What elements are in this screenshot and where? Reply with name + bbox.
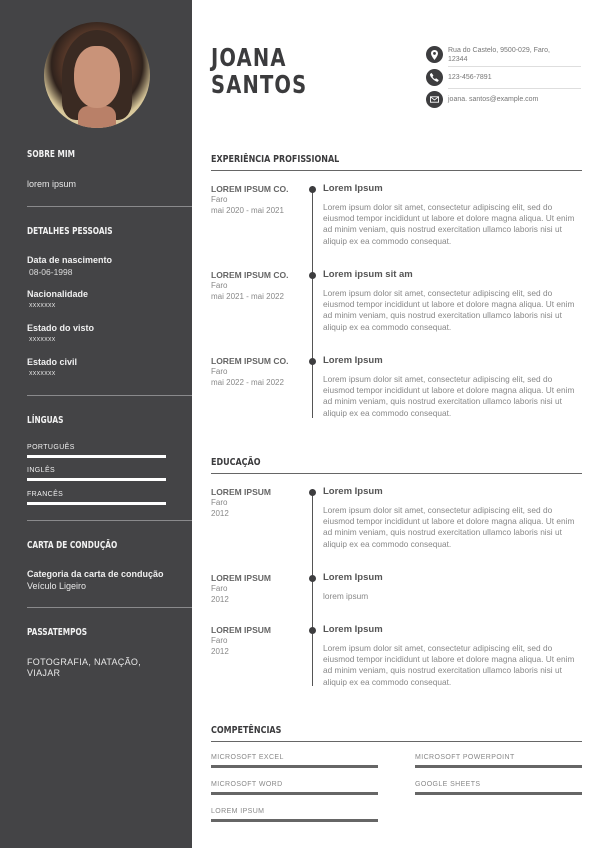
timeline-dot	[309, 575, 316, 582]
contact-address	[426, 46, 568, 64]
nationality-value: xxxxxxx	[29, 302, 56, 309]
section-rule	[211, 741, 582, 742]
sidebar-divider	[27, 395, 192, 396]
hobbies-line-1: FOTOGRAFIA, NATAÇÃO,	[27, 657, 142, 667]
phone-icon	[426, 69, 443, 86]
experience-location: Faro	[211, 281, 228, 290]
language-level-bar	[27, 502, 166, 505]
license-heading: CARTA DE CONDUÇÃO	[27, 540, 118, 551]
education-meta	[211, 583, 229, 605]
skill-label: GOOGLE SHEETS	[415, 781, 481, 788]
about-heading: SOBRE MIM	[27, 149, 75, 160]
timeline-dot	[309, 272, 316, 279]
education-org: LOREM IPSUM	[211, 573, 271, 583]
birthdate-label: Data de nascimento	[27, 255, 113, 265]
envelope-icon	[426, 91, 443, 108]
sidebar-divider	[27, 607, 192, 608]
skill-level-bar	[211, 819, 378, 822]
experience-location: Faro	[211, 367, 228, 376]
profile-photo	[44, 22, 150, 128]
email-text: joana. santos@example.com	[448, 96, 539, 103]
experience-description: Lorem ipsum dolor sit amet, consectetur adipiscing elit, sed do eiusmod tempor incididunt ut labore et dolore magna aliqua. Ut enim ad minim veniam, quis nostrud exercitation ullamco laboris nisi ut aliquip ex ea commodo consequat.	[323, 374, 575, 418]
education-location: Faro	[211, 636, 228, 645]
experience-dates: mai 2022 - mai 2022	[211, 378, 284, 387]
section-rule	[211, 170, 582, 171]
experience-org: LOREM IPSUM CO.	[211, 184, 289, 194]
education-year: 2012	[211, 509, 229, 518]
skill-label: MICROSOFT WORD	[211, 781, 283, 788]
education-year: 2012	[211, 595, 229, 604]
sidebar-divider	[27, 206, 192, 207]
hobbies-line-2: VIAJAR	[27, 668, 61, 678]
birthdate-value: 08-06-1998	[29, 267, 73, 277]
experience-org: LOREM IPSUM CO.	[211, 356, 289, 366]
address-text: Rua do Castelo, 9500-029, Faro, 12344	[448, 47, 550, 63]
education-title: Lorem Ipsum	[323, 624, 383, 635]
language-label: INGLÊS	[27, 467, 56, 474]
contact-email	[426, 91, 568, 108]
experience-meta	[211, 194, 284, 216]
education-year: 2012	[211, 647, 229, 656]
civil-status-label: Estado civil	[27, 357, 78, 367]
languages-heading: LÍNGUAS	[27, 415, 64, 426]
experience-heading: EXPERIÊNCIA PROFISSIONAL	[211, 154, 340, 165]
experience-org: LOREM IPSUM CO.	[211, 270, 289, 280]
skill-label: MICROSOFT POWERPOINT	[415, 754, 515, 761]
contact-divider	[448, 66, 581, 67]
license-category-value: Veículo Ligeiro	[27, 581, 87, 591]
education-location: Faro	[211, 498, 228, 507]
education-meta	[211, 635, 229, 657]
language-label: FRANCÊS	[27, 491, 64, 498]
experience-meta	[211, 366, 284, 388]
skills-heading: COMPETÊNCIAS	[211, 725, 282, 736]
nationality-label: Nacionalidade	[27, 289, 89, 299]
education-title: Lorem Ipsum	[323, 572, 383, 583]
education-description: Lorem ipsum dolor sit amet, consectetur adipiscing elit, sed do eiusmod tempor incididunt ut labore et dolore magna aliqua. Ut enim ad minim veniam, quis nostrud exercitation ullamco laboris nisi ut aliquip ex ea commodo consequat.	[323, 643, 575, 687]
about-text: lorem ipsum	[27, 179, 77, 189]
sidebar-divider	[27, 520, 192, 521]
visa-status-label: Estado do visto	[27, 323, 95, 333]
experience-dates: mai 2020 - mai 2021	[211, 206, 284, 215]
personal-details-heading: DETALHES PESSOAIS	[27, 226, 113, 237]
education-title: Lorem Ipsum	[323, 486, 383, 497]
language-level-bar	[27, 478, 166, 481]
phone-text: 123-456-7891	[448, 74, 492, 81]
language-label: PORTUGUÊS	[27, 444, 75, 451]
timeline-dot	[309, 489, 316, 496]
experience-description: Lorem ipsum dolor sit amet, consectetur adipiscing elit, sed do eiusmod tempor incididunt ut labore et dolore magna aliqua. Ut enim ad minim veniam, quis nostrud exercitation ullamco laboris nisi ut aliquip ex ea commodo consequat.	[323, 202, 575, 246]
hobbies-heading: PASSATEMPOS	[27, 627, 88, 638]
license-category-label: Categoria da carta de condução	[27, 569, 164, 579]
experience-location: Faro	[211, 195, 228, 204]
skill-level-bar	[211, 792, 378, 795]
experience-dates: mai 2021 - mai 2022	[211, 292, 284, 301]
section-rule	[211, 473, 582, 474]
education-heading: EDUCAÇÃO	[211, 457, 261, 468]
experience-timeline-line	[312, 186, 313, 418]
experience-title: Lorem Ipsum	[323, 355, 383, 366]
last-name: SANTOS	[211, 70, 308, 99]
timeline-dot	[309, 186, 316, 193]
visa-status-value: xxxxxxx	[29, 336, 56, 343]
skill-level-bar	[211, 765, 378, 768]
photo-neck	[78, 106, 116, 128]
first-name: JOANA	[211, 43, 287, 72]
civil-status-value: xxxxxxx	[29, 370, 56, 377]
education-meta	[211, 497, 229, 519]
timeline-dot	[309, 627, 316, 634]
experience-title: Lorem ipsum sit am	[323, 269, 413, 280]
experience-description: Lorem ipsum dolor sit amet, consectetur adipiscing elit, sed do eiusmod tempor incididunt ut labore et dolore magna aliqua. Ut enim ad minim veniam, quis nostrud exercitation ullamco laboris nisi ut aliquip ex ea commodo consequat.	[323, 288, 575, 332]
location-pin-icon	[426, 46, 443, 63]
skill-level-bar	[415, 765, 582, 768]
experience-title: Lorem Ipsum	[323, 183, 383, 194]
experience-meta	[211, 280, 284, 302]
photo-face	[74, 46, 120, 108]
education-org: LOREM IPSUM	[211, 625, 271, 635]
contact-divider	[448, 88, 581, 89]
skill-level-bar	[415, 792, 582, 795]
education-timeline-line	[312, 489, 313, 686]
education-org: LOREM IPSUM	[211, 487, 271, 497]
language-level-bar	[27, 455, 166, 458]
skill-label: MICROSOFT EXCEL	[211, 754, 284, 761]
sidebar	[0, 0, 192, 848]
skill-label: LOREM IPSUM	[211, 808, 265, 815]
education-description: lorem ipsum	[323, 591, 369, 601]
education-description: Lorem ipsum dolor sit amet, consectetur adipiscing elit, sed do eiusmod tempor incididunt ut labore et dolore magna aliqua. Ut enim ad minim veniam, quis nostrud exercitation ullamco laboris nisi ut aliquip ex ea commodo consequat.	[323, 505, 575, 549]
full-name	[211, 44, 307, 98]
education-location: Faro	[211, 584, 228, 593]
contact-phone	[426, 69, 568, 86]
timeline-dot	[309, 358, 316, 365]
